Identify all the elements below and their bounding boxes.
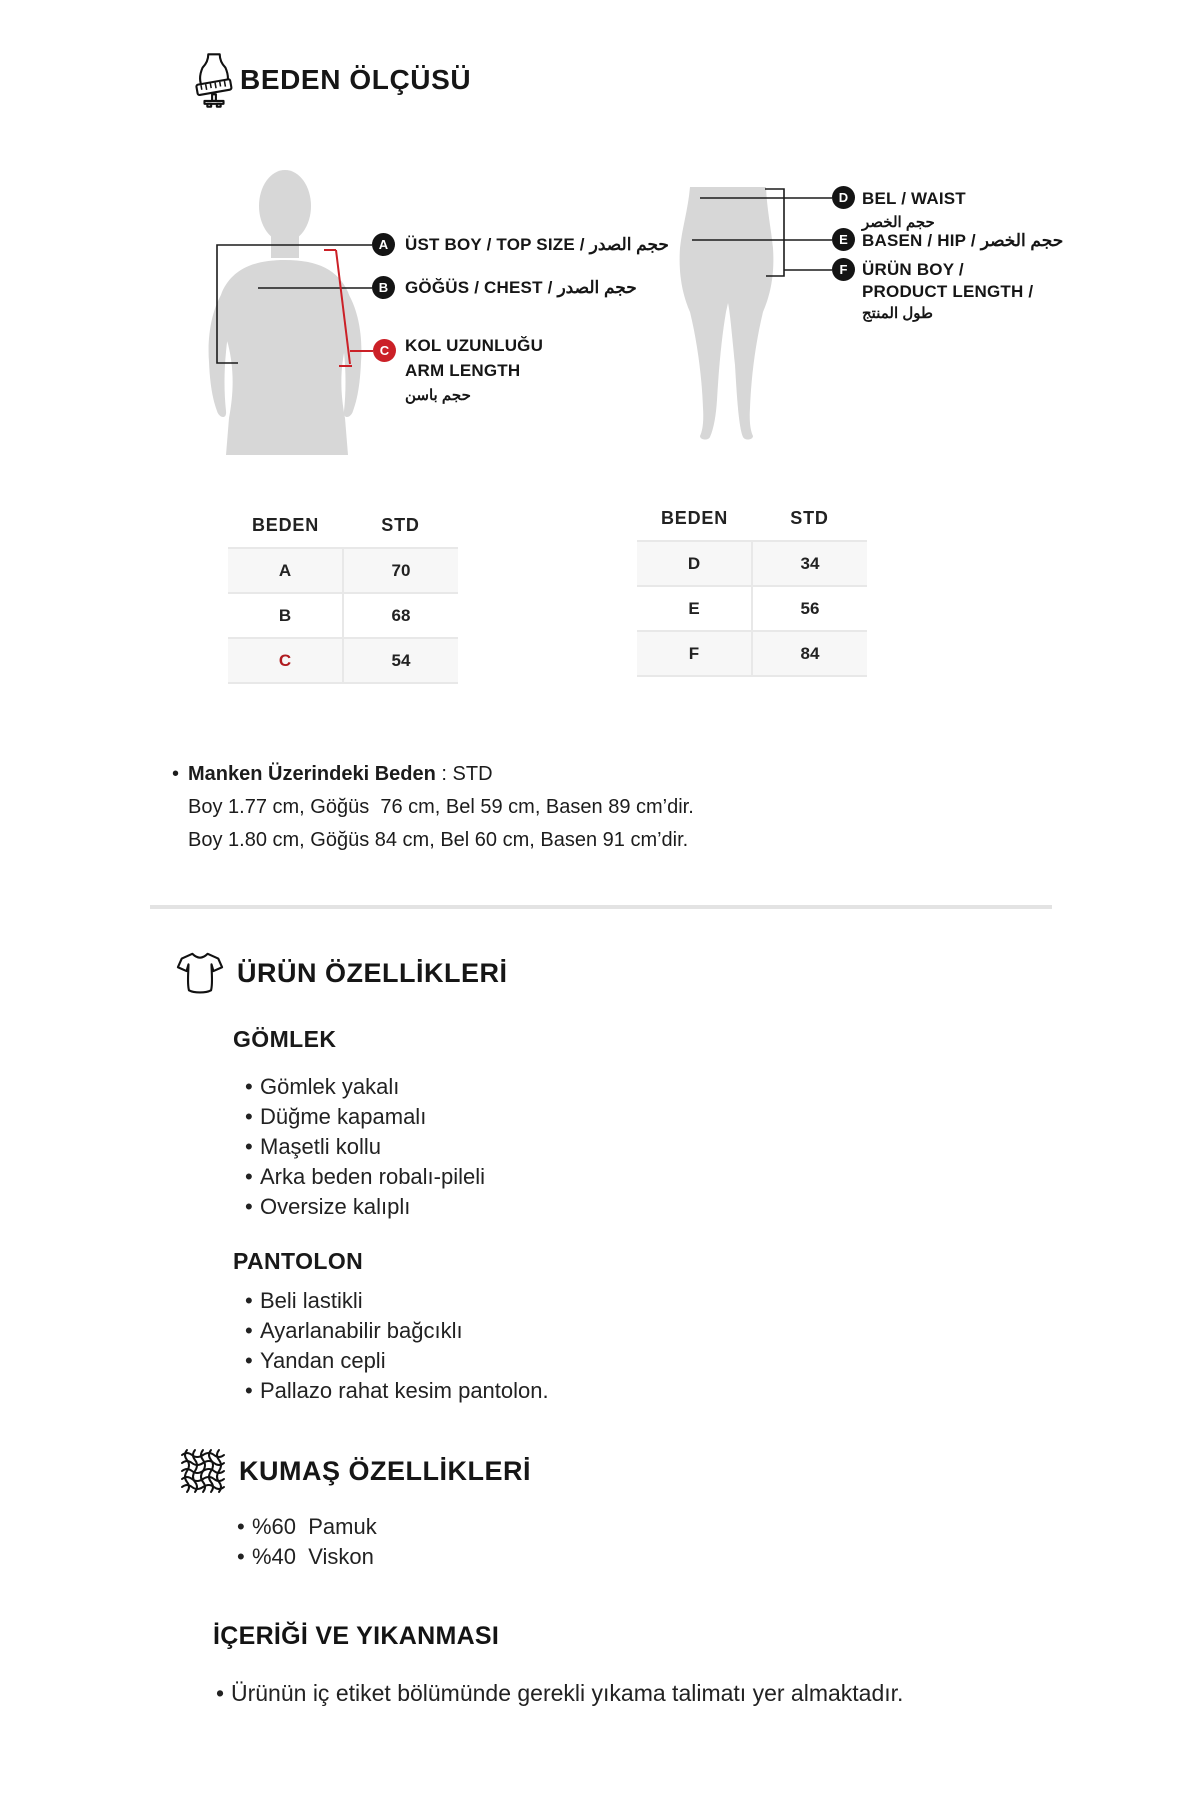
table-cell: 54 <box>342 639 458 682</box>
size-table-top <box>228 503 458 684</box>
feature-item: • Beli lastikli <box>245 1286 549 1316</box>
model-measurements-line: Boy 1.80 cm, Göğüs 84 cm, Bel 60 cm, Basen 91 cm’dir. <box>188 829 689 851</box>
feature-item: • Arka beden robalı-pileli <box>245 1162 485 1192</box>
fabric-features-header <box>180 1448 531 1494</box>
feature-item: • Yandan cepli <box>245 1346 549 1376</box>
table-row <box>637 630 867 677</box>
tshirt-icon <box>176 950 224 996</box>
label-circle-b: B <box>372 276 395 299</box>
label-text-product-length: ÜRÜN BOY / PRODUCT LENGTH / طول المنتج <box>862 260 1034 322</box>
feature-item: • Pallazo rahat kesim pantolon. <box>245 1376 549 1406</box>
section-divider <box>150 905 1052 909</box>
model-size-note-title: • Manken Üzerindeki Beden : STD <box>172 758 694 791</box>
size-guide-header <box>194 50 471 110</box>
table-header-cell: BEDEN <box>660 507 728 528</box>
product-features-header <box>176 950 508 996</box>
fabric-features-title: KUMAŞ ÖZELLİKLERİ <box>239 1455 531 1486</box>
feature-item: • Gömlek yakalı <box>245 1072 485 1102</box>
table-row <box>637 585 867 630</box>
table-cell: 68 <box>342 594 458 637</box>
group-title-gomlek: GÖMLEK <box>233 1026 337 1052</box>
model-measurements-line: Boy 1.77 cm, Göğüs 76 cm, Bel 59 cm, Basen 89 cm’dir. <box>188 796 694 818</box>
table-cell: C <box>278 650 292 670</box>
table-cell: 84 <box>751 632 867 675</box>
table-cell: B <box>278 605 292 625</box>
table-row <box>228 637 458 684</box>
table-header-cell: STD <box>381 514 420 535</box>
feature-item: • Düğme kapamalı <box>245 1102 485 1132</box>
label-text-top-size: ÜST BOY / TOP SIZE / حجم الصدر <box>405 235 669 254</box>
table-cell: D <box>687 553 701 573</box>
table-cell: F <box>688 643 700 663</box>
size-guide-title: BEDEN ÖLÇÜSÜ <box>240 64 472 95</box>
table-cell: 56 <box>751 587 867 630</box>
size-table-bottom <box>637 496 867 677</box>
label-circle-d: D <box>832 186 855 209</box>
size-table-top-header <box>228 503 458 547</box>
product-features-title: ÜRÜN ÖZELLİKLERİ <box>237 957 508 988</box>
model-size-note <box>172 758 694 857</box>
table-row <box>228 592 458 637</box>
label-circle-c: C <box>373 339 396 362</box>
feature-item: • Ayarlanabilir bağcıklı <box>245 1316 549 1346</box>
feature-item: • Maşetli kollu <box>245 1132 485 1162</box>
label-text-waist: BEL / WAIST حجم الخصر <box>862 189 966 231</box>
legs-figure <box>680 187 774 440</box>
table-cell: A <box>278 560 292 580</box>
label-text-hip: BASEN / HIP / حجم الخصر <box>862 231 1064 250</box>
fabric-item: • %60 Pamuk <box>237 1512 377 1542</box>
care-item: • Ürünün iç etiket bölümünde gerekli yıkama talimatı yer almaktadır. <box>216 1678 916 1708</box>
bullet-marker: • <box>172 763 180 785</box>
feature-item: • Oversize kalıplı <box>245 1192 485 1222</box>
care-title: İÇERİĞİ VE YIKANMASI <box>213 1622 500 1650</box>
measure-bracket-product-length <box>765 189 784 276</box>
gomlek-feature-list <box>245 1072 485 1222</box>
table-header-cell: STD <box>790 507 829 528</box>
size-table-bottom-header <box>637 496 867 540</box>
torso-figure <box>209 170 362 455</box>
fabric-icon <box>180 1448 226 1494</box>
fabric-item: • %40 Viskon <box>237 1542 377 1572</box>
group-title-pantolon: PANTOLON <box>233 1248 364 1274</box>
label-text-arm-length: KOL UZUNLUĞU ARM LENGTH حجم باسن <box>405 336 544 404</box>
measure-lines-red <box>324 250 373 366</box>
table-row <box>637 540 867 585</box>
label-circle-f: F <box>832 258 855 281</box>
label-circle-e: E <box>832 228 855 251</box>
label-circle-a: A <box>372 233 395 256</box>
table-row <box>228 547 458 592</box>
measure-bracket-top-size <box>217 245 372 363</box>
table-cell: E <box>688 598 700 618</box>
table-header-cell: BEDEN <box>251 514 319 535</box>
mannequin-icon <box>194 50 234 110</box>
table-cell: 34 <box>751 542 867 585</box>
table-cell: 70 <box>342 549 458 592</box>
label-text-chest: GÖĞÜS / CHEST / حجم الصدر <box>405 278 637 297</box>
fabric-feature-list <box>237 1512 377 1572</box>
pantolon-feature-list <box>245 1286 549 1406</box>
care-list <box>216 1678 916 1708</box>
